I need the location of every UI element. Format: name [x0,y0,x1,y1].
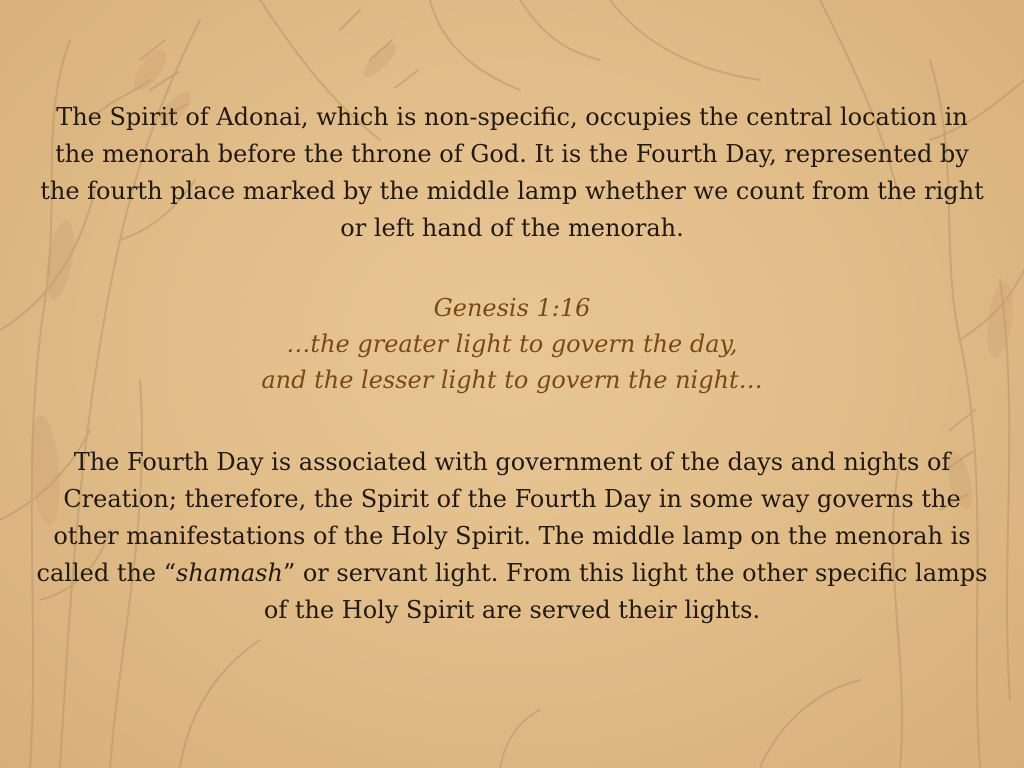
quote-line-1: …the greater light to govern the day, [286,330,738,358]
intro-paragraph: The Spirit of Adonai, which is non-specific, occupies the central location in the menorah before the throne of God. It is the Fourth Day, represented by the fourth place marked by the middle lamp whether we count from the right or left hand of the menorah. [40,103,984,242]
explanation-text-end: ” or servant light. From this light the other specific lamps of the Holy Spirit are served their lights. [263,559,988,624]
explanation-text-start: The Fourth Day is associated with government of the days and nights of Creation; therefore, the Spirit of the Fourth Day in some way governs the other manifestations of the Holy Spirit. The middle lamp on the menorah is called the “ [36,448,971,587]
quote-reference: Genesis 1:16 [433,294,591,322]
quote-line-2: and the lesser light to govern the night… [261,366,763,394]
explanation-paragraph [30,444,994,629]
scripture-quote [40,290,984,398]
shamash-term: shamash [176,559,283,587]
